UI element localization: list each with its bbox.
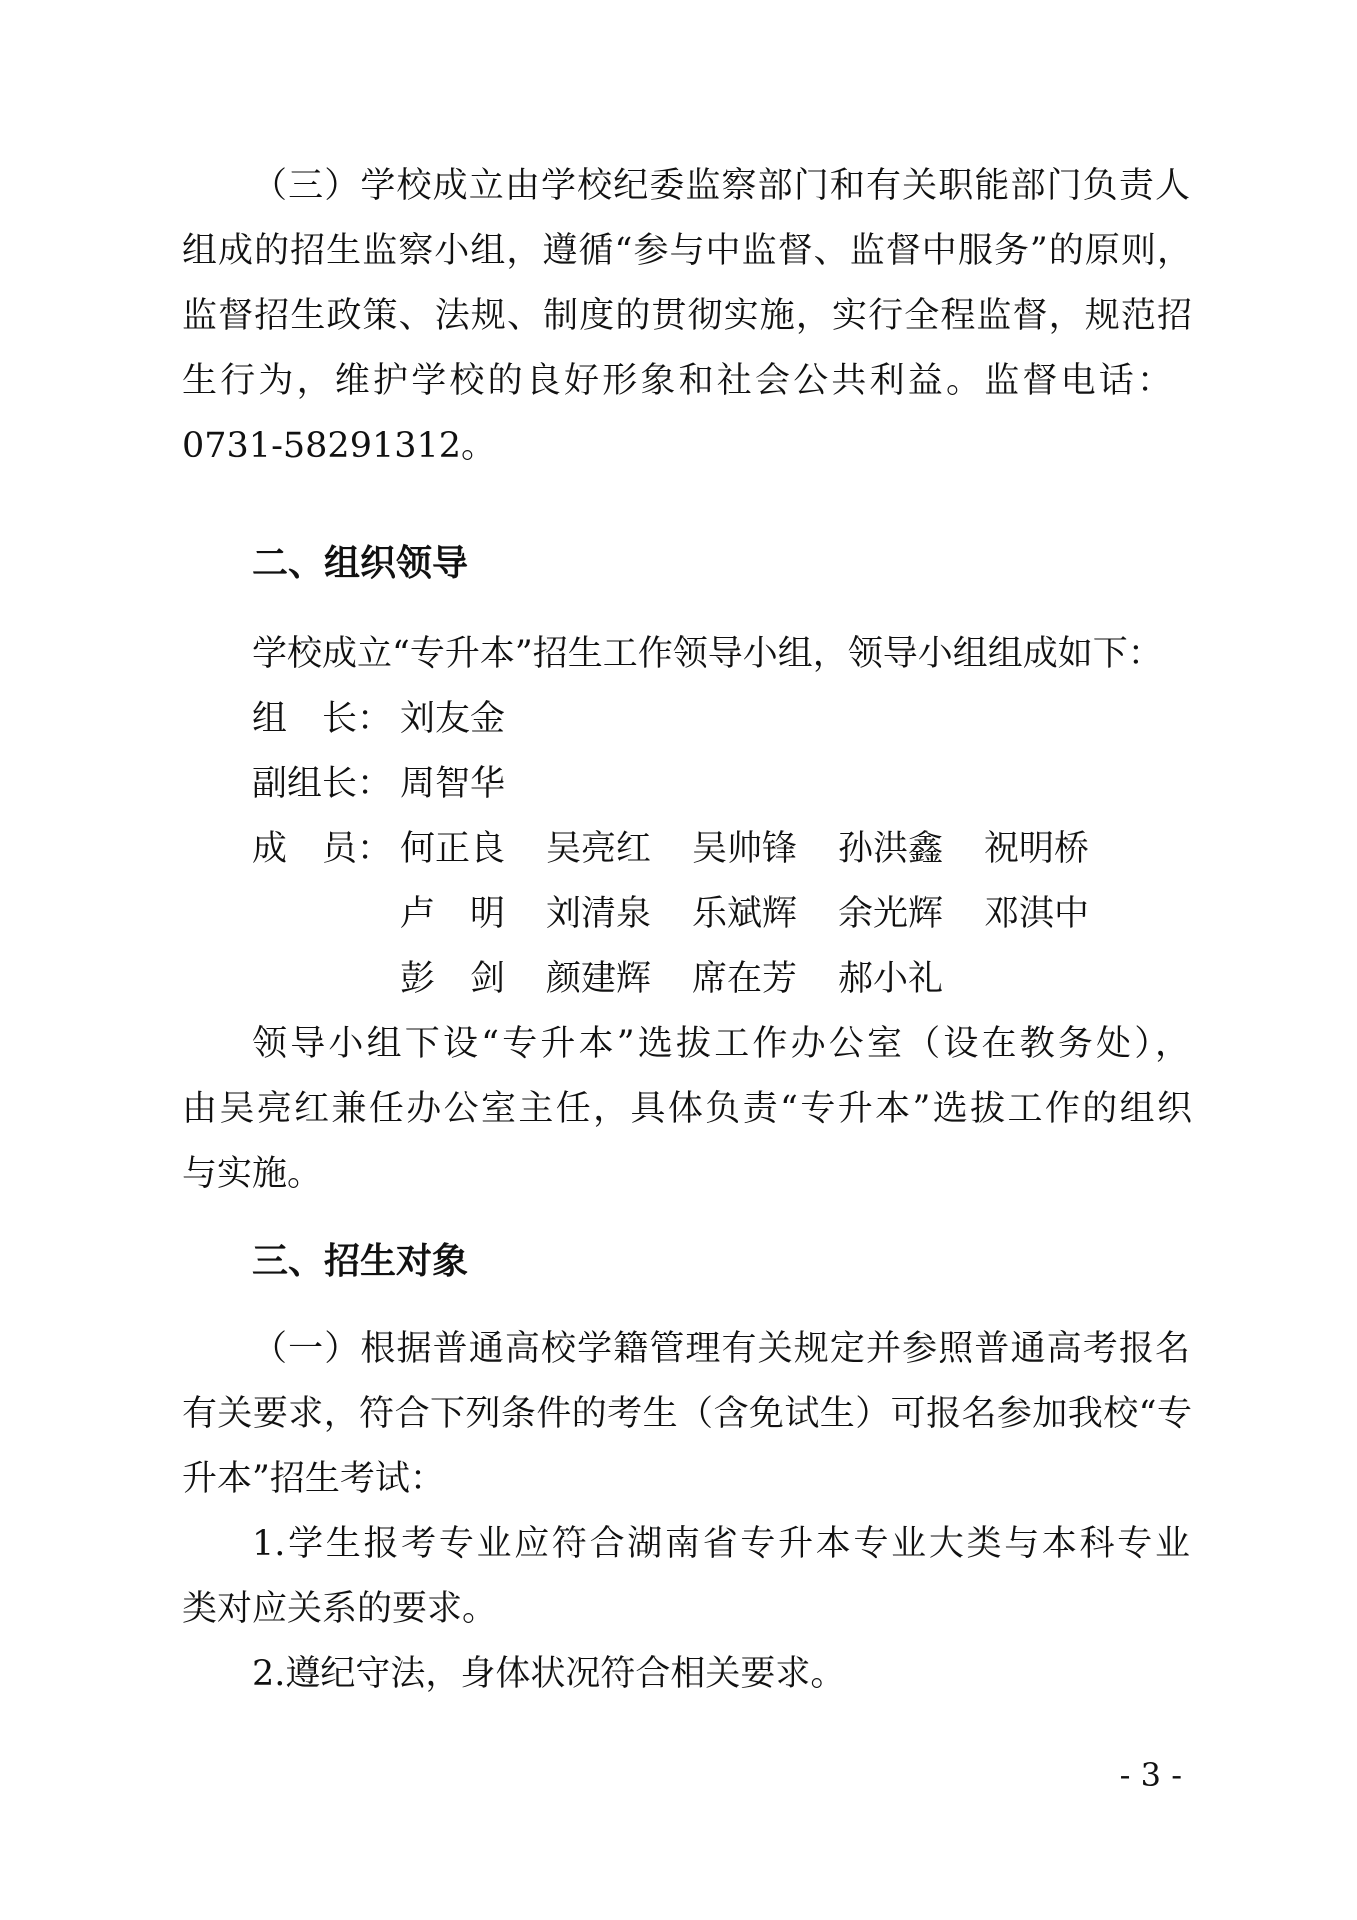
person-name: 何正良: [400, 829, 506, 869]
deputy-row: [252, 760, 1172, 808]
person-name: 余光辉: [838, 894, 944, 934]
leader-row: [252, 695, 1172, 743]
list-item-line: 2.遵纪守法，身体状况符合相关要求。: [252, 1654, 846, 1694]
person-name: 吴亮红: [546, 829, 652, 869]
person-name: 祝明桥: [984, 829, 1090, 869]
list-item-line: 类对应关系的要求。: [182, 1589, 498, 1629]
person-name: 刘友金: [400, 699, 506, 739]
person-name: 乐斌辉: [692, 894, 798, 934]
page-number: - 3 -: [1119, 1756, 1182, 1794]
paragraph-line: （三）学校成立由学校纪委监察部门和有关职能部门负责人: [252, 166, 1190, 206]
paragraph-line: 由吴亮红兼任办公室主任，具体负责“专升本”选拔工作的组织: [182, 1089, 1192, 1129]
paragraph-line: 生行为，维护学校的良好形象和社会公共利益。监督电话：: [182, 361, 1172, 401]
role-label: 副组长：: [252, 764, 393, 804]
person-name: 孙洪鑫: [838, 829, 944, 869]
section-heading: 三、招生对象: [252, 1241, 469, 1282]
paragraph-line: 0731-58291312。: [182, 426, 497, 466]
paragraph-line: 监督招生政策、法规、制度的贯彻实施，实行全程监督，规范招: [182, 296, 1192, 336]
person-name: 邓淇中: [984, 894, 1090, 934]
role-label: 成 员：: [252, 829, 393, 869]
paragraph-line: 有关要求，符合下列条件的考生（含免试生）可报名参加我校“专: [182, 1394, 1192, 1434]
paragraph-line: 组成的招生监察小组，遵循“参与中监督、监督中服务”的原则，: [182, 231, 1192, 271]
section-heading: 二、组织领导: [252, 543, 469, 584]
members-row: [252, 955, 1172, 1003]
person-name: 郝小礼: [838, 959, 944, 999]
members-row: [252, 825, 1172, 873]
list-item-line: 1.学生报考专业应符合湖南省专升本专业大类与本科专业: [252, 1524, 1190, 1564]
paragraph-line: 升本”招生考试：: [182, 1459, 445, 1499]
members-row: [252, 890, 1172, 938]
person-name: 吴帅锋: [692, 829, 798, 869]
person-name: 周智华: [400, 764, 506, 804]
person-name: 刘清泉: [546, 894, 652, 934]
paragraph-line: 领导小组下设“专升本”选拔工作办公室（设在教务处），: [252, 1024, 1190, 1064]
person-name: 颜建辉: [546, 959, 652, 999]
paragraph-line: 学校成立“专升本”招生工作领导小组，领导小组组成如下：: [252, 634, 1163, 674]
role-label: 组 长：: [252, 699, 393, 739]
person-name: 席在芳: [692, 959, 798, 999]
person-name: 卢 明: [400, 894, 506, 934]
person-name: 彭 剑: [400, 959, 506, 999]
paragraph-line: （一）根据普通高校学籍管理有关规定并参照普通高考报名: [252, 1329, 1190, 1369]
paragraph-line: 与实施。: [182, 1154, 323, 1194]
